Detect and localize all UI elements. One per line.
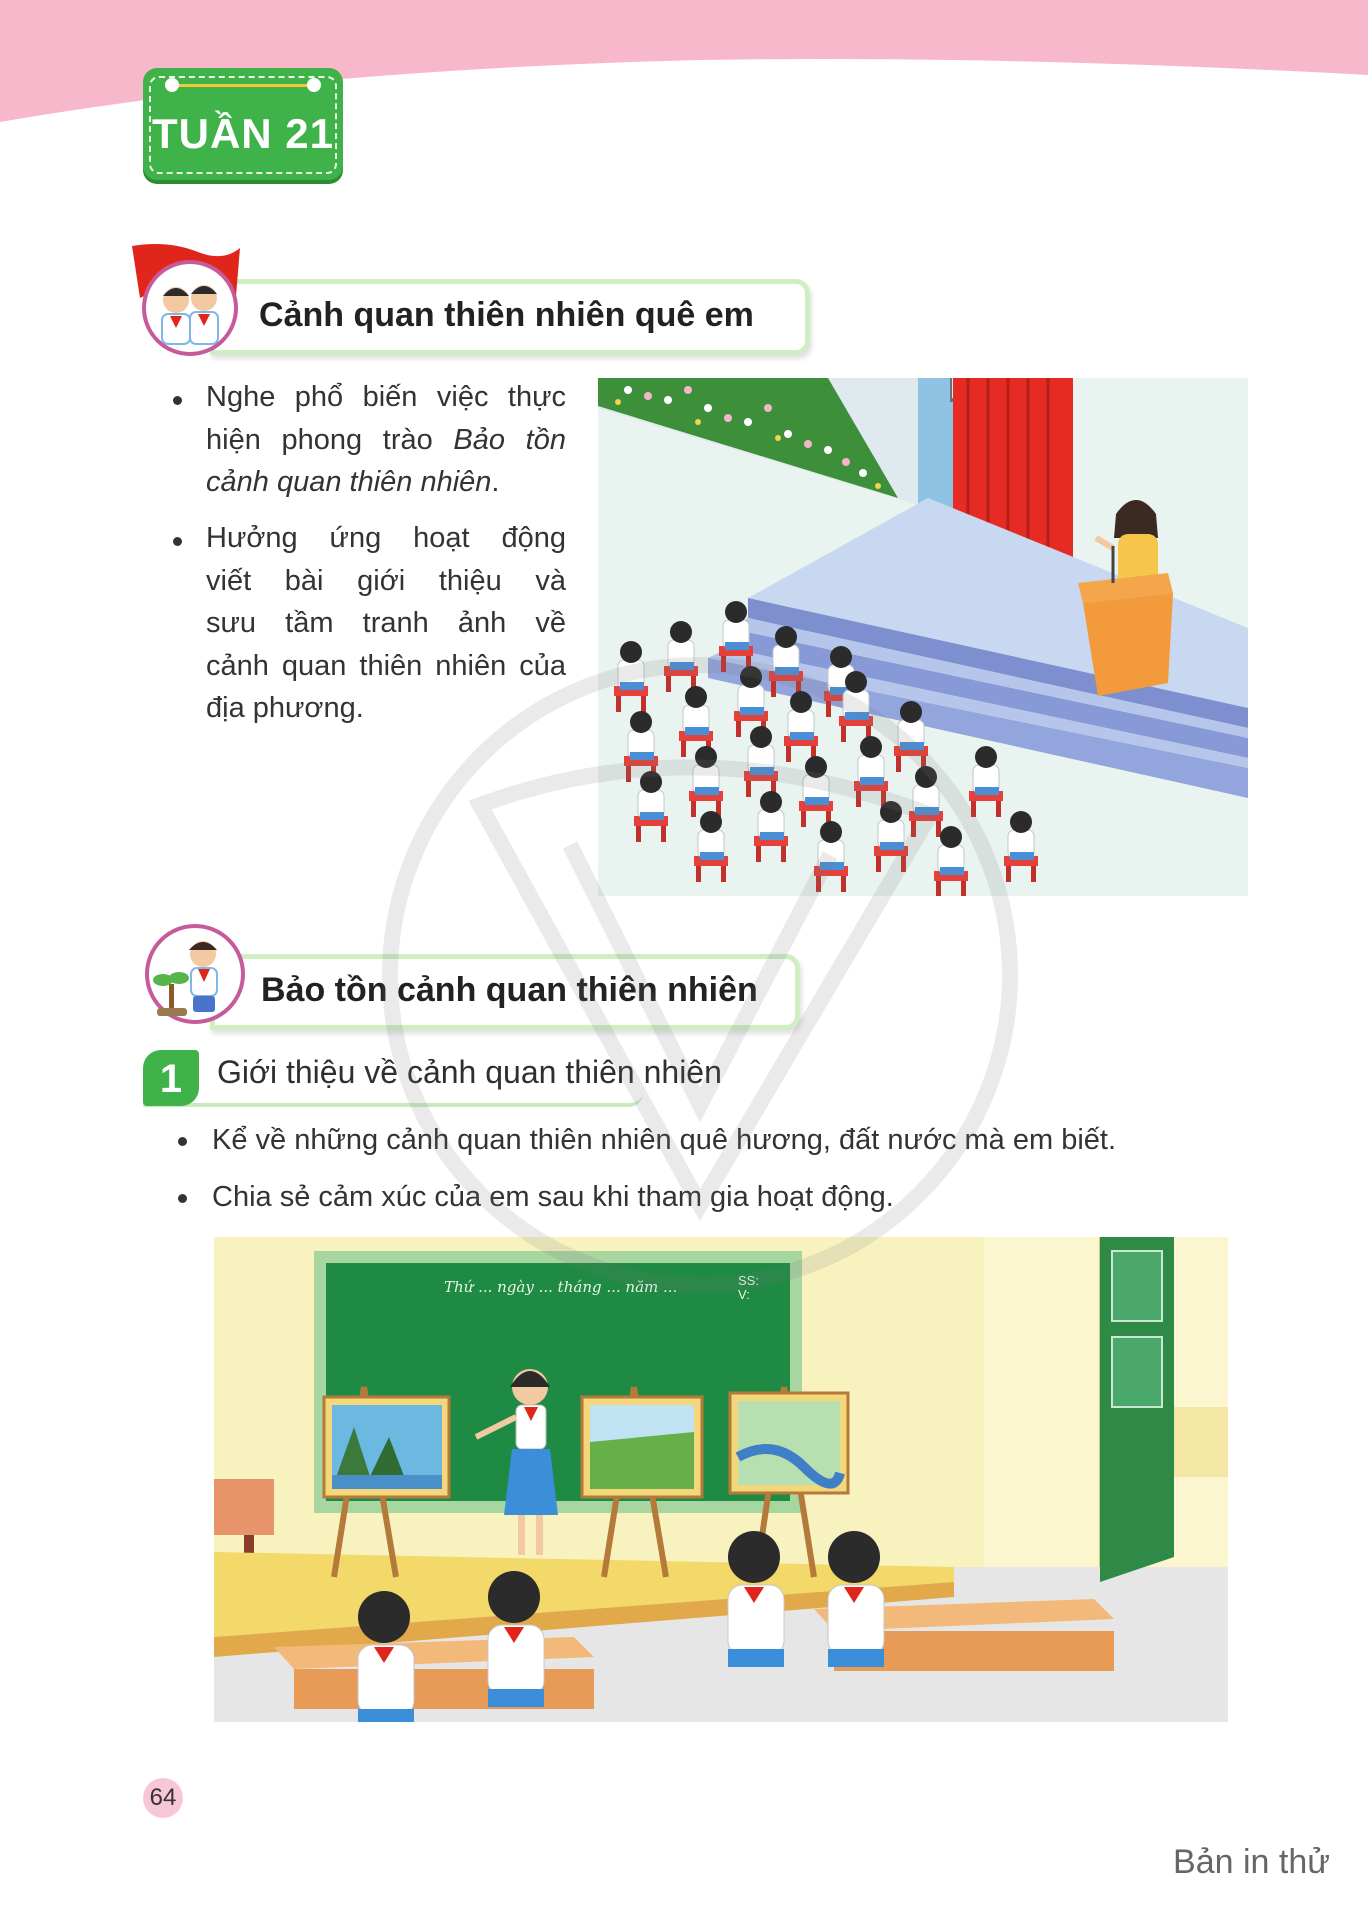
text-line: địa phương. [206,692,364,724]
board-ss-label: SS: [738,1273,759,1288]
text-line [206,461,566,504]
page-number: 64 [143,1778,183,1818]
bullet-dot [173,396,182,405]
text-span: hiện phong trào [206,423,454,456]
seated-student [488,1571,544,1707]
text-span: . [491,466,500,498]
pioneer-flag-emblem [128,238,258,358]
section-title: Bảo tồn cảnh quan thiên nhiên [261,971,758,1009]
text-line: Nghe phổ biến việc thực [206,381,566,413]
activity-number-badge: 1 [143,1050,199,1106]
section-title: Cảnh quan thiên nhiên quê em [259,296,754,334]
campaign-name: cảnh quan thiên nhiên [206,466,492,498]
text-line: cảnh quan thiên nhiên của [206,649,566,682]
section1-bullet-2 [206,517,566,730]
activity-title: Giới thiệu về cảnh quan thiên nhiên [217,1054,722,1090]
text-line: sưu tầm tranh ảnh về [206,607,566,639]
seated-student [828,1531,884,1667]
board-date-line: Thứ ... ngày ... tháng ... năm ... [444,1278,678,1296]
section2-bullet-2: Chia sẻ cảm xúc của em sau khi tham gia hoạt động. [212,1181,894,1213]
board-v-label: V: [738,1287,750,1302]
draft-print-note: Bản in thử [1173,1843,1330,1881]
seated-student [358,1591,414,1722]
campaign-name: Bảo tồn [453,423,566,456]
week-label: TUẦN 21 [151,110,335,157]
text-line: viết bài giới thiệu và [206,564,566,597]
classroom-illustration [214,1237,1228,1722]
week-badge [143,68,343,180]
bullet-dot [178,1137,187,1146]
section-title-bar [210,279,810,355]
section-title-bar [210,954,800,1030]
desk [274,1637,594,1709]
bullet-dot [178,1194,187,1203]
seated-student [728,1531,784,1667]
bullet-dot [173,537,182,546]
section2-bullet-1: Kể về những cảnh quan thiên nhiên quê hương, đất nước mà em biết. [212,1124,1117,1156]
assembly-illustration [598,378,1248,896]
section1-bullet-1 [206,376,566,504]
text-line: Hưởng ứng hoạt động [206,522,566,554]
text-line [206,419,566,462]
planting-emblem [143,922,247,1026]
